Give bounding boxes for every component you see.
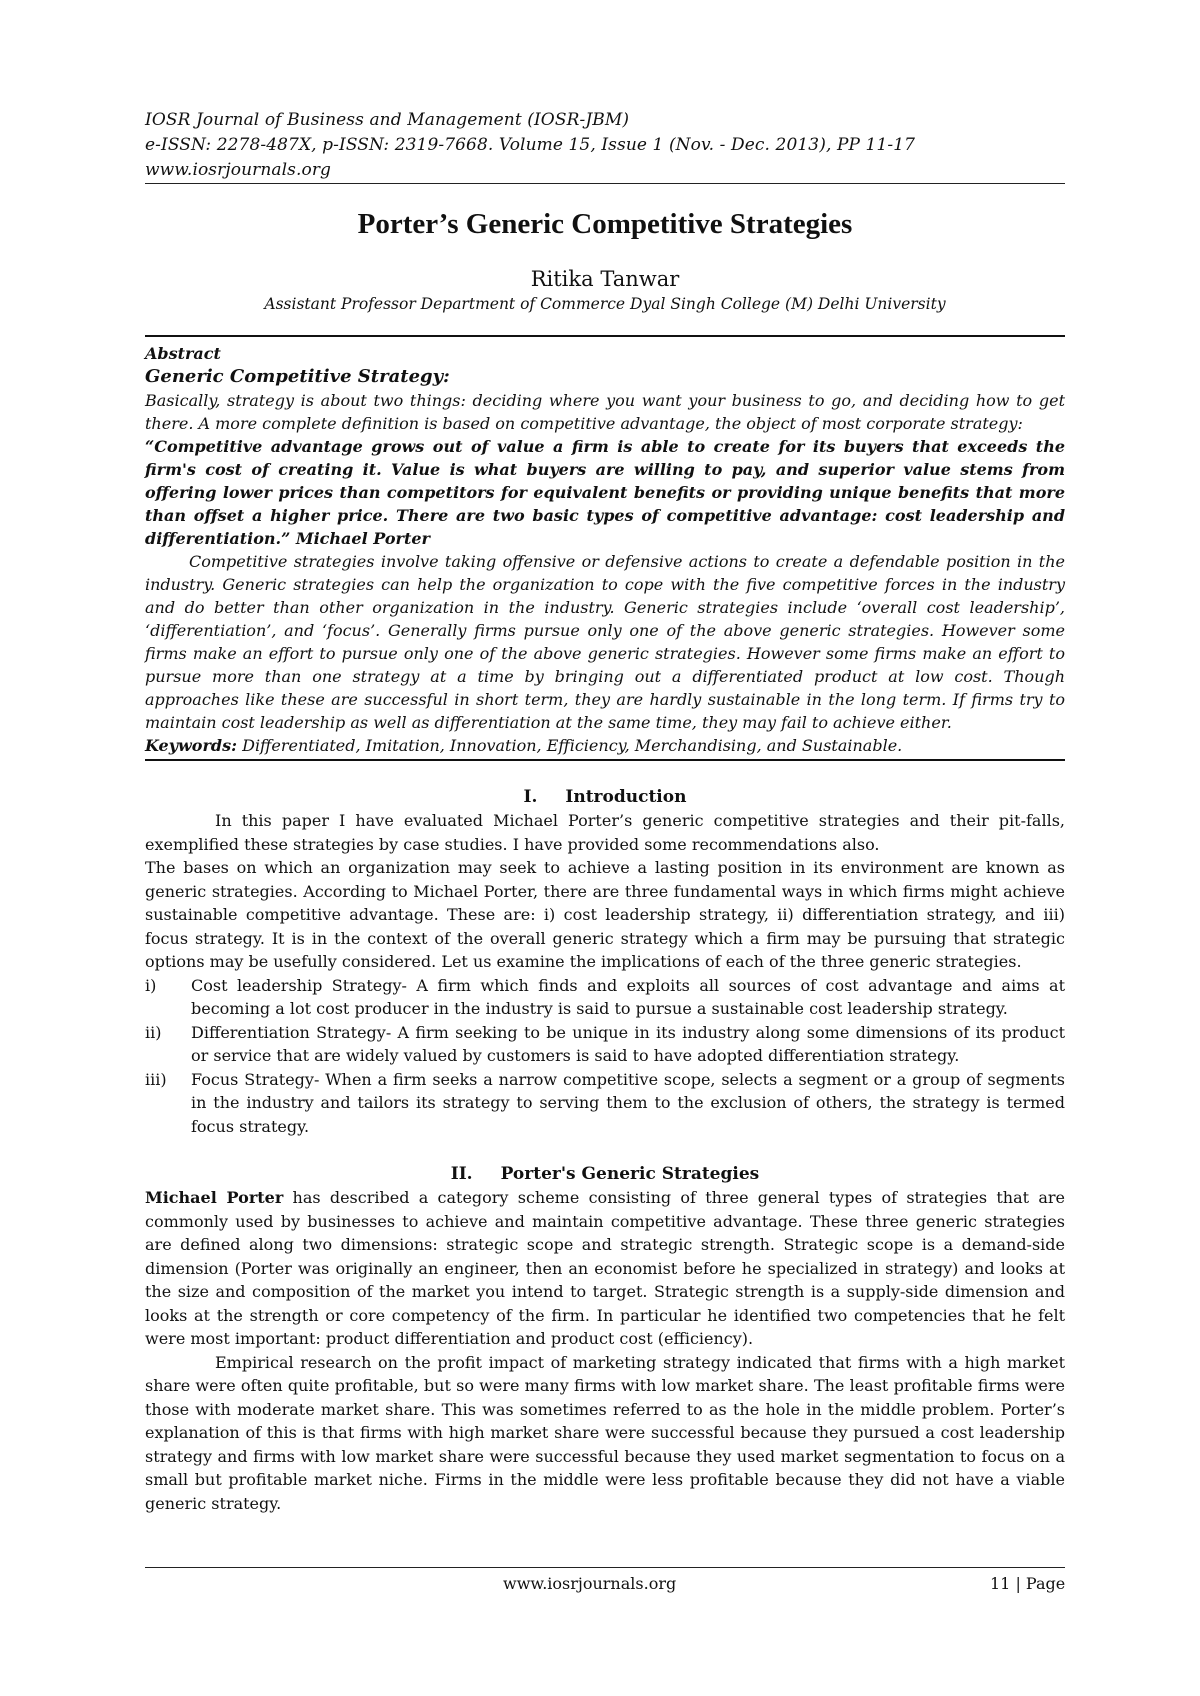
section-heading-porters-strategies bbox=[145, 1162, 1065, 1186]
section-number: I. bbox=[523, 787, 538, 807]
abstract-body: Competitive strategies involve taking offensive or defensive actions to create a defendable position in the industry. Generic strategies can help the organization to cope with the five competitive forces in the industry and do better than other organization in the industry. Generic strategies include ‘overall cost leadership’, ‘differentiation’, and ‘focus’. Generally firms pursue only one of the above generic strategies. However some firms make an effort to pursue only one of the above generic strategies. However some firms make an effort to pursue more than one strategy at a time by bringing out a differentiated product at low cost. Though approaches like these are successful in short term, they are hardly sustainable in the long term. If firms try to maintain cost leadership as well as differentiation at the same time, they may fail to achieve either. bbox=[145, 552, 1065, 732]
journal-name: IOSR Journal of Business and Management (IOSR-JBM) bbox=[145, 110, 630, 130]
section2-paragraph-1 bbox=[145, 1186, 1065, 1351]
list-item-text: Cost leadership Strategy- A firm which finds and exploits all sources of cost advantage and aims at becoming a lot cost producer in the industry is said to pursue a sustainable cost leadership strategy. bbox=[191, 975, 1065, 1018]
author-affiliation: Assistant Professor Department of Commerce Dyal Singh College (M) Delhi University bbox=[264, 295, 946, 313]
intro-paragraph-1: In this paper I have evaluated Michael Porter’s generic competitive strategies and their pit-falls, exemplified these strategies by case studies. I have provided some recommendations also. bbox=[145, 811, 1065, 854]
list-marker: ii) bbox=[145, 1022, 162, 1042]
section-heading-introduction bbox=[145, 785, 1065, 809]
list-item-text: Focus Strategy- When a firm seeks a narrow competitive scope, selects a segment or a group of segments in the industry and tailors its strategy to serving them to the exclusion of others, the strategy is termed focus strategy. bbox=[191, 1069, 1065, 1136]
section-title: Porter's Generic Strategies bbox=[500, 1164, 760, 1184]
lead-name: Michael Porter bbox=[145, 1188, 284, 1207]
section-title: Introduction bbox=[565, 787, 687, 807]
abstract-quote: “Competitive advantage grows out of value a firm is able to create for its buyers that exceeds the firm's cost of creating it. Value is what buyers are willing to pay, and superior value stems from offering lower prices than competitors for equivalent benefits or providing unique benefits that more than offset a higher price. There are two basic types of competitive advantage: cost leadership and differentiation.” Michael Porter bbox=[145, 437, 1065, 548]
abstract-intro: Basically, strategy is about two things: deciding where you want your business to go, and deciding how to get there. A more complete definition is based on competitive advantage, the object of most corporate strategy: bbox=[145, 391, 1065, 433]
strategy-list bbox=[145, 974, 1065, 1139]
header-divider bbox=[145, 183, 1065, 184]
section-number: II. bbox=[450, 1164, 473, 1184]
list-item-text: Differentiation Strategy- A firm seeking to be unique in its industry along some dimensions of its product or service that are widely valued by customers is said to have adopted differentiation strategy. bbox=[191, 1022, 1065, 1065]
list-item bbox=[145, 1068, 1065, 1139]
author-name: Ritika Tanwar bbox=[530, 267, 680, 291]
list-marker: i) bbox=[145, 975, 157, 995]
keywords-line bbox=[145, 734, 1065, 757]
section2-paragraph-2: Empirical research on the profit impact of marketing strategy indicated that firms with a high market share were often quite profitable, but so were many firms with low market share. The least profitable firms were those with moderate market share. This was sometimes referred to as the hole in the middle problem. Porter’s explanation of this is that firms with high market share were successful because they pursued a cost leadership strategy and firms with low market share were successful because they used market segmentation to focus on a small but profitable market niche. Firms in the middle were less profitable because they did not have a viable generic strategy. bbox=[145, 1352, 1065, 1513]
abstract-block bbox=[145, 335, 1065, 761]
journal-website[interactable]: www.iosrjournals.org bbox=[145, 160, 332, 180]
abstract-label: Abstract bbox=[145, 344, 221, 363]
list-item bbox=[145, 1021, 1065, 1068]
intro-paragraph-2: The bases on which an organization may seek to achieve a lasting position in its environment are known as generic strategies. According to Michael Porter, there are three fundamental ways in which firms might achieve sustainable competitive advantage. These are: i) cost leadership strategy, ii) differentiation strategy, and iii) focus strategy. It is in the context of the overall generic strategy which a firm may be pursuing that strategic options may be usefully considered. Let us examine the implications of each of the three generic strategies. bbox=[145, 858, 1065, 971]
list-marker: iii) bbox=[145, 1069, 167, 1089]
paragraph-text: has described a category scheme consisting of three general types of strategies that are commonly used by businesses to achieve and maintain competitive advantage. These three generic strategies are defined along two dimensions: strategic scope and strategic strength. Strategic scope is a demand-side dimension (Porter was originally an engineer, then an economist before he specialized in strategy) and looks at the size and composition of the market you intend to target. Strategic strength is a supply-side dimension and looks at the strength or core competency of the firm. In particular he identified two competencies that he felt were most important: product differentiation and product cost (efficiency). bbox=[145, 1188, 1065, 1348]
footer-website[interactable]: www.iosrjournals.org bbox=[503, 1574, 677, 1593]
paper-page bbox=[145, 108, 1065, 1515]
paper-title: Porter’s Generic Competitive Strategies bbox=[357, 208, 853, 240]
keywords-label: Keywords: bbox=[145, 736, 238, 755]
journal-issn: e-ISSN: 2278-487X, p-ISSN: 2319-7668. Volume 15, Issue 1 (Nov. - Dec. 2013), PP 11-17 bbox=[145, 135, 916, 155]
list-item bbox=[145, 974, 1065, 1021]
page-number: 11 | Page bbox=[990, 1574, 1066, 1593]
journal-header bbox=[145, 108, 1065, 183]
footer-divider bbox=[145, 1567, 1065, 1568]
abstract-subheading: Generic Competitive Strategy: bbox=[145, 366, 450, 387]
keywords-text: Differentiated, Imitation, Innovation, Efficiency, Merchandising, and Sustainable. bbox=[242, 736, 903, 755]
